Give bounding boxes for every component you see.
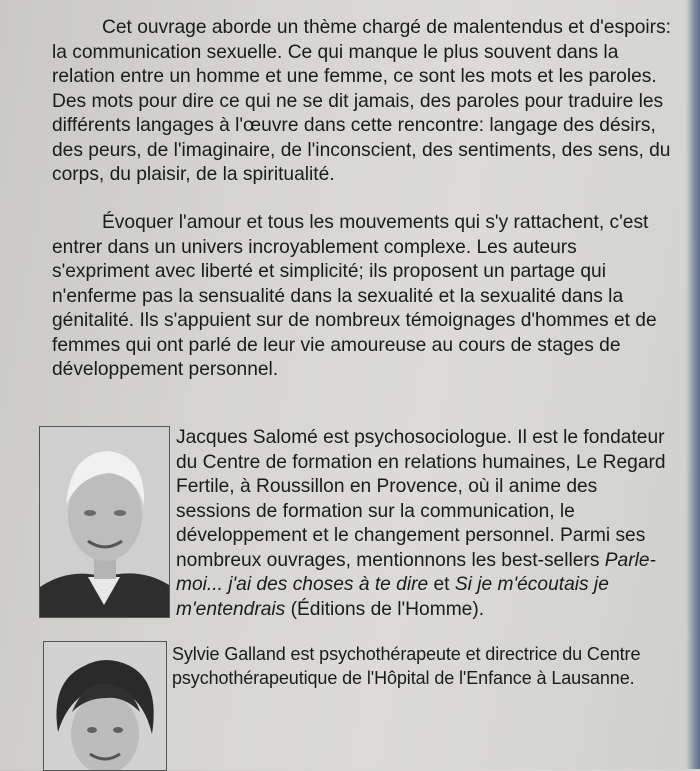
author-2-bio: [172, 642, 680, 690]
conjunction: et: [428, 574, 455, 595]
author-1-bio-text: Jacques Salomé est psychosociologue. Il est le fondateur du Centre de formation en relations humaines, Le Regard Fertile, à Roussillon en Provence, où il anime des sessions de formation sur la communication, le développement et le changement personnel. Parmi ses nombreux ouvrages, mentionnons les best-sellers: [176, 427, 666, 571]
author-photo-jacques-salome: [39, 426, 170, 618]
author-photo-sylvie-galland: [43, 641, 167, 771]
book-edge: [686, 0, 700, 769]
author-2-bio-text: Sylvie Galland est psychothérapeute et directrice du Centre psychothérapeutique de l'Hôpital de l'Enfance à Lausanne.: [172, 644, 641, 688]
book-title-2: Si je m'écoutais je m'entendrais: [176, 574, 609, 620]
intro-paragraph-2-text: Évoquer l'amour et tous les mouvements qui s'y rattachent, c'est entrer dans un univers incroyablement complexe. Les auteurs s'expriment avec liberté et simplicité; ils proposent un partage qui n'enferme pas la sensualité dans la sexualité et la sexualité dans la génitalité. Ils s'appuient sur de nombreux témoignages d'hommes et de femmes qui ont parlé de leur vie amoureuse au cours de stages de développement personnel.: [52, 212, 657, 380]
book-title-1: Parle-moi... j'ai des choses à te dire: [176, 549, 656, 595]
intro-paragraph-1: [52, 16, 674, 188]
publisher: (Éditions de l'Homme).: [285, 598, 485, 620]
portrait-man-icon: [40, 427, 169, 617]
intro-paragraph-1-text: Cet ouvrage aborde un thème chargé de malentendus et d'espoirs: la communication sexuelle. Ce qui manque le plus souvent dans la relation entre un homme et une femme, ce sont les mots et les paroles. Des mots pour dire ce qui ne se dit jamais, des paroles pour traduire les différents langages à l'œuvre dans cette rencontre: langage des désirs, des peurs, de l'imaginaire, de l'inconscient, des sentiments, des sens, du corps, du plaisir, de la spiritualité.: [52, 17, 671, 185]
portrait-woman-icon: [44, 642, 166, 770]
intro-paragraph-2: [52, 211, 674, 383]
author-1-bio: [176, 426, 676, 622]
